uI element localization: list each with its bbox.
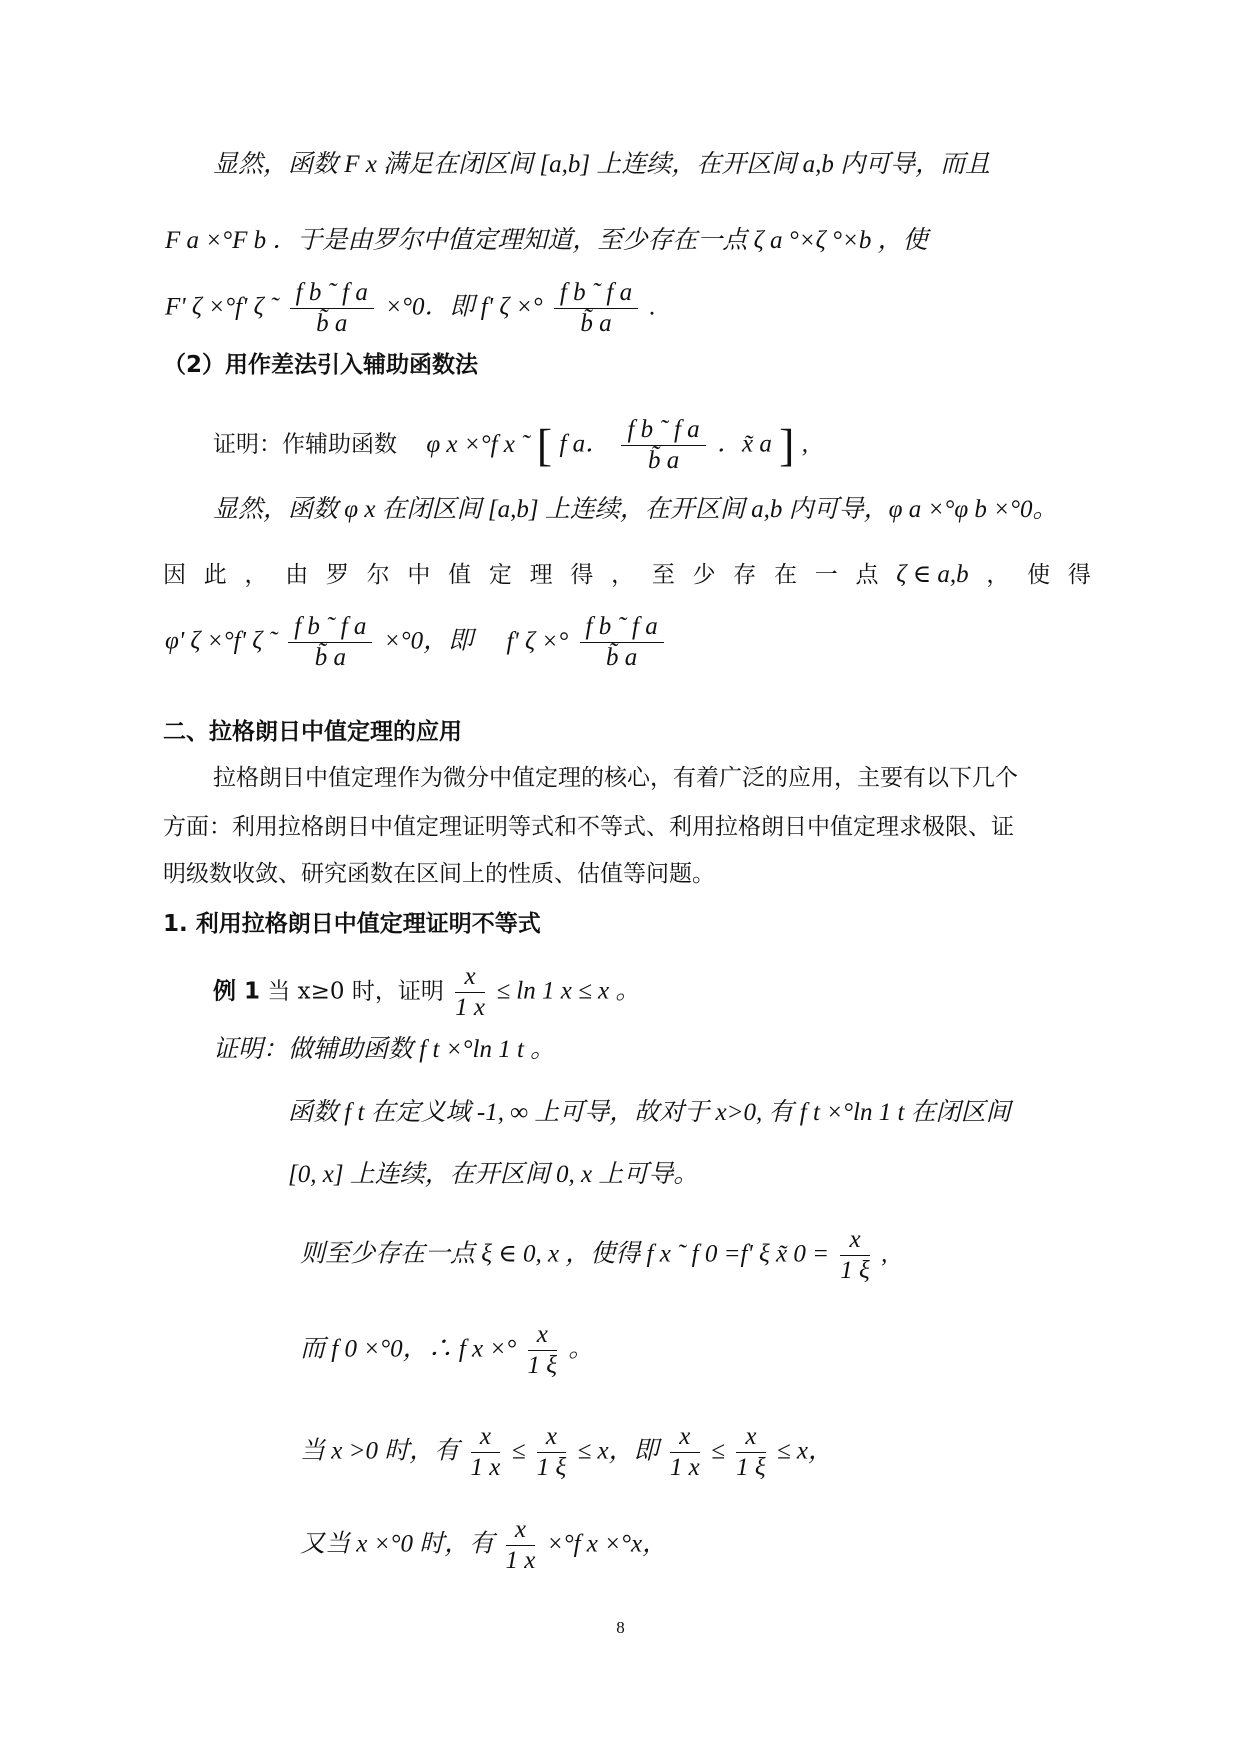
fraction: $\frac{\text{f b ˜ f a}}{b̃ a}$ [288, 612, 372, 673]
fraction: $\frac{\text{f b ˜ f a}}{b̃ a}$ [290, 278, 374, 339]
fraction: $\frac{x}{1 x}$ [505, 1516, 536, 1574]
fraction: $\frac{\text{f b ˜ f a}}{b̃ a}$ [554, 278, 638, 339]
fraction: $\frac{\text{f b ˜ f a}}{b̃ a}$ [621, 415, 705, 476]
fraction: $\frac{x}{1 x}$ [669, 1423, 700, 1481]
example-line: 例 1 当 x≥0 时，证明 $\frac{x}{1 x}$ ≤ ln 1 x ≤ x 。 [213, 963, 641, 1021]
text-line-5: 显然，函数 φ x 在闭区间 [a,b] 上连续，在开区间 a,b 内可导，φ a ×°φ b ×°0。 [213, 496, 1058, 523]
text-line-6-justified: 因 此 ， 由 罗 尔 中 值 定 理 得 ， 至 少 存 在 一 点 ζ ∈ a,b ， 使 得 [163, 561, 1091, 588]
fraction: $\frac{x}{1 x}$ [455, 963, 485, 1021]
proof-body-line-2: [0, x] 上连续，在开区间 0, x 上可导。 [288, 1161, 699, 1188]
proof-body-line-5: 当 x >0 时，有 $\frac{x}{1 x}$ ≤ $\frac{x}{1 \xi}$ ≤ x，即 $\frac{x}{1 x}$ ≤ $\frac{x}{1 \xi}$ ≤ x， [300, 1423, 833, 1481]
fraction: $\frac{\text{f b ˜ f a}}{b̃ a}$ [580, 612, 664, 673]
right-bracket: ] [779, 419, 795, 471]
paragraph-line-1: 拉格朗日中值定理作为微分中值定理的核心，有着广泛的应用，主要有以下几个 [213, 765, 1018, 791]
fraction: $\frac{x}{1 \xi}$ [527, 1321, 558, 1379]
formula-line-3: F' ζ ×°f' ζ ˜ $\frac{\text{f b ˜ f a}}{b̃ a}$ ×°0．即 f' ζ ×° $\frac{\text{f b ˜ f a}}{b̃ a}$ . [165, 279, 656, 337]
fraction: $\frac{x}{1 \xi}$ [736, 1423, 766, 1481]
section-heading-1: 二、拉格朗日中值定理的应用 [163, 719, 462, 745]
proof-line: 证明：做辅助函数 f t ×°ln 1 t 。 [213, 1036, 556, 1063]
formula-line-7: φ' ζ ×°f' ζ ˜ $\frac{\text{f b ˜ f a}}{b̃ a}$ ×°0，即 f' ζ ×° $\frac{\text{f b ˜ f a}}{b̃ a}$ [165, 612, 668, 673]
formula-line-4: 证明：作辅助函数 φ x ×°f x ˜ [ f a． $\frac{\text{f b ˜ f a}}{b̃ a}$ ．x̃ a ] , [213, 416, 809, 474]
proof-body-line-3: 则至少存在一点 ξ ∈ 0, x ，使得 f x ˜ f 0 =f' ξ x̃ 0 = $\frac{x}{1 \xi}$ , [300, 1226, 888, 1284]
fraction: $\frac{x}{1 \xi}$ [536, 1423, 567, 1481]
proof-body-line-4: 而 f 0 ×°0，∴ f x ×° $\frac{x}{1 \xi}$ 。 [300, 1321, 594, 1379]
proof-body-line-1: 函数 f t 在定义域 -1, ∞ 上可导，故对于 x>0, 有 f t ×°ln 1 t 在闭区间 [288, 1099, 1011, 1126]
subsection-heading: 1. 利用拉格朗日中值定理证明不等式 [163, 911, 541, 937]
fraction: $\frac{x}{1 x}$ [470, 1423, 501, 1481]
proof-body-line-6: 又当 x ×°0 时，有 $\frac{x}{1 x}$ ×°f x ×°x， [300, 1516, 668, 1574]
left-bracket: [ [536, 419, 553, 471]
page-number: 8 [616, 1618, 625, 1637]
paragraph-line-2: 方面：利用拉格朗日中值定理证明等式和不等式、利用拉格朗日中值定理求极限、证 [163, 814, 1014, 840]
text-line-1: 显然，函数 F x 满足在闭区间 [a,b] 上连续，在开区间 a,b 内可导，而且 [213, 151, 991, 178]
section-heading-2: （2）用作差法引入辅助函数法 [163, 352, 479, 378]
fraction: $\frac{x}{1 \xi}$ [840, 1226, 870, 1284]
paragraph-line-3: 明级数收敛、研究函数在区间上的性质、估值等问题。 [163, 861, 715, 887]
text-line-2: F a ×°F b ．于是由罗尔中值定理知道，至少存在一点 ζ a °×ζ °×b ，使 [165, 227, 928, 254]
